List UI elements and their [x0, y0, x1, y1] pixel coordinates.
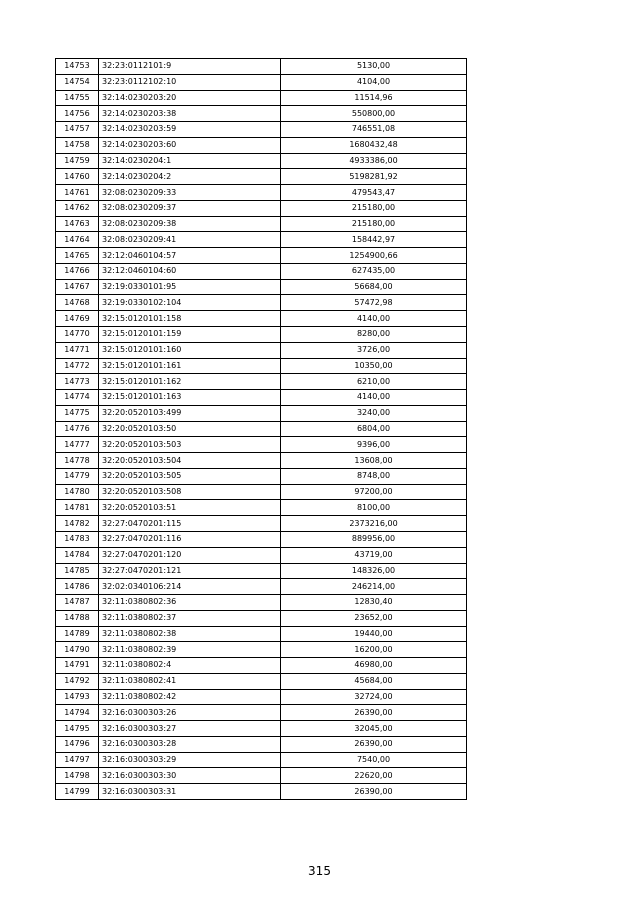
cadastral-number-cell: 32:14:0230204:1	[99, 153, 281, 169]
row-number-cell: 14790	[56, 642, 99, 658]
table-row	[56, 784, 467, 800]
row-number-cell: 14754	[56, 74, 99, 90]
value-cell: 8100,00	[281, 500, 467, 516]
value-cell: 12830,40	[281, 595, 467, 611]
value-cell: 215180,00	[281, 216, 467, 232]
table-row	[56, 705, 467, 721]
row-number-cell: 14785	[56, 563, 99, 579]
cadastral-number-cell: 32:19:0330101:95	[99, 279, 281, 295]
table-row	[56, 248, 467, 264]
row-number-cell: 14791	[56, 658, 99, 674]
value-cell: 215180,00	[281, 200, 467, 216]
value-cell: 19440,00	[281, 626, 467, 642]
value-cell: 889956,00	[281, 531, 467, 547]
value-cell: 3726,00	[281, 342, 467, 358]
cadastral-number-cell: 32:14:0230203:38	[99, 106, 281, 122]
cadastral-number-cell: 32:11:0380802:4	[99, 658, 281, 674]
value-cell: 16200,00	[281, 642, 467, 658]
table-row	[56, 673, 467, 689]
row-number-cell: 14793	[56, 689, 99, 705]
value-cell: 6210,00	[281, 374, 467, 390]
row-number-cell: 14778	[56, 453, 99, 469]
cadastral-number-cell: 32:16:0300303:29	[99, 752, 281, 768]
row-number-cell: 14759	[56, 153, 99, 169]
value-cell: 5198281,92	[281, 169, 467, 185]
row-number-cell: 14770	[56, 327, 99, 343]
row-number-cell: 14763	[56, 216, 99, 232]
table-row	[56, 374, 467, 390]
value-cell: 26390,00	[281, 705, 467, 721]
row-number-cell: 14756	[56, 106, 99, 122]
row-number-cell: 14760	[56, 169, 99, 185]
row-number-cell: 14787	[56, 595, 99, 611]
row-number-cell: 14795	[56, 721, 99, 737]
row-number-cell: 14777	[56, 437, 99, 453]
cadastral-number-cell: 32:16:0300303:28	[99, 736, 281, 752]
table-row	[56, 531, 467, 547]
table-row	[56, 689, 467, 705]
row-number-cell: 14798	[56, 768, 99, 784]
value-cell: 627435,00	[281, 263, 467, 279]
cadastral-number-cell: 32:08:0230209:33	[99, 185, 281, 201]
cadastral-number-cell: 32:11:0380802:41	[99, 673, 281, 689]
table-row	[56, 579, 467, 595]
table-row	[56, 200, 467, 216]
cadastral-number-cell: 32:15:0120101:161	[99, 358, 281, 374]
row-number-cell: 14762	[56, 200, 99, 216]
cadastral-number-cell: 32:11:0380802:39	[99, 642, 281, 658]
row-number-cell: 14781	[56, 500, 99, 516]
value-cell: 2373216,00	[281, 516, 467, 532]
cadastral-number-cell: 32:20:0520103:499	[99, 405, 281, 421]
table-row	[56, 232, 467, 248]
table-row	[56, 405, 467, 421]
cadastral-number-cell: 32:20:0520103:504	[99, 453, 281, 469]
row-number-cell: 14796	[56, 736, 99, 752]
value-cell: 57472,98	[281, 295, 467, 311]
table-row	[56, 263, 467, 279]
table-row	[56, 358, 467, 374]
cadastral-number-cell: 32:20:0520103:50	[99, 421, 281, 437]
row-number-cell: 14758	[56, 137, 99, 153]
cadastral-number-cell: 32:11:0380802:38	[99, 626, 281, 642]
row-number-cell: 14797	[56, 752, 99, 768]
value-cell: 1680432,48	[281, 137, 467, 153]
page-number: 315	[308, 864, 331, 878]
cadastral-number-cell: 32:11:0380802:36	[99, 595, 281, 611]
value-cell: 43719,00	[281, 547, 467, 563]
row-number-cell: 14767	[56, 279, 99, 295]
cadastral-number-cell: 32:20:0520103:505	[99, 468, 281, 484]
table-row	[56, 642, 467, 658]
cadastral-number-cell: 32:16:0300303:26	[99, 705, 281, 721]
table-row	[56, 90, 467, 106]
value-cell: 5130,00	[281, 59, 467, 75]
value-cell: 56684,00	[281, 279, 467, 295]
table-row	[56, 342, 467, 358]
value-cell: 9396,00	[281, 437, 467, 453]
table-row	[56, 453, 467, 469]
row-number-cell: 14771	[56, 342, 99, 358]
table-row	[56, 626, 467, 642]
value-cell: 4104,00	[281, 74, 467, 90]
cadastral-number-cell: 32:19:0330102:104	[99, 295, 281, 311]
cadastral-number-cell: 32:14:0230204:2	[99, 169, 281, 185]
cadastral-number-cell: 32:15:0120101:158	[99, 311, 281, 327]
table-row	[56, 106, 467, 122]
row-number-cell: 14776	[56, 421, 99, 437]
value-cell: 3240,00	[281, 405, 467, 421]
row-number-cell: 14773	[56, 374, 99, 390]
table-row	[56, 721, 467, 737]
table-row	[56, 500, 467, 516]
cadastral-number-cell: 32:14:0230203:60	[99, 137, 281, 153]
row-number-cell: 14789	[56, 626, 99, 642]
cadastral-number-cell: 32:23:0112102:10	[99, 74, 281, 90]
value-cell: 6804,00	[281, 421, 467, 437]
table-row	[56, 279, 467, 295]
row-number-cell: 14753	[56, 59, 99, 75]
value-cell: 97200,00	[281, 484, 467, 500]
row-number-cell: 14799	[56, 784, 99, 800]
cadastral-number-cell: 32:27:0470201:116	[99, 531, 281, 547]
value-cell: 746551,08	[281, 122, 467, 138]
table-row	[56, 185, 467, 201]
registry-table-body	[56, 59, 467, 800]
value-cell: 8748,00	[281, 468, 467, 484]
cadastral-number-cell: 32:08:0230209:41	[99, 232, 281, 248]
cadastral-number-cell: 32:20:0520103:51	[99, 500, 281, 516]
value-cell: 7540,00	[281, 752, 467, 768]
cadastral-number-cell: 32:16:0300303:31	[99, 784, 281, 800]
table-row	[56, 153, 467, 169]
value-cell: 246214,00	[281, 579, 467, 595]
table-row	[56, 74, 467, 90]
row-number-cell: 14766	[56, 263, 99, 279]
row-number-cell: 14780	[56, 484, 99, 500]
table-row	[56, 311, 467, 327]
cadastral-number-cell: 32:08:0230209:37	[99, 200, 281, 216]
value-cell: 26390,00	[281, 736, 467, 752]
cadastral-number-cell: 32:11:0380802:37	[99, 610, 281, 626]
value-cell: 26390,00	[281, 784, 467, 800]
cadastral-number-cell: 32:11:0380802:42	[99, 689, 281, 705]
value-cell: 45684,00	[281, 673, 467, 689]
table-row	[56, 421, 467, 437]
row-number-cell: 14794	[56, 705, 99, 721]
value-cell: 23652,00	[281, 610, 467, 626]
table-row	[56, 390, 467, 406]
value-cell: 10350,00	[281, 358, 467, 374]
table-row	[56, 295, 467, 311]
cadastral-number-cell: 32:14:0230203:59	[99, 122, 281, 138]
table-row	[56, 658, 467, 674]
cadastral-number-cell: 32:15:0120101:163	[99, 390, 281, 406]
table-row	[56, 563, 467, 579]
table-row	[56, 137, 467, 153]
cadastral-number-cell: 32:15:0120101:159	[99, 327, 281, 343]
value-cell: 8280,00	[281, 327, 467, 343]
value-cell: 32724,00	[281, 689, 467, 705]
row-number-cell: 14769	[56, 311, 99, 327]
row-number-cell: 14788	[56, 610, 99, 626]
table-row	[56, 484, 467, 500]
value-cell: 32045,00	[281, 721, 467, 737]
value-cell: 479543,47	[281, 185, 467, 201]
cadastral-number-cell: 32:20:0520103:508	[99, 484, 281, 500]
row-number-cell: 14792	[56, 673, 99, 689]
value-cell: 11514,96	[281, 90, 467, 106]
row-number-cell: 14757	[56, 122, 99, 138]
cadastral-number-cell: 32:08:0230209:38	[99, 216, 281, 232]
cadastral-number-cell: 32:15:0120101:162	[99, 374, 281, 390]
cadastral-number-cell: 32:12:0460104:60	[99, 263, 281, 279]
table-row	[56, 736, 467, 752]
value-cell: 158442,97	[281, 232, 467, 248]
table-row	[56, 169, 467, 185]
row-number-cell: 14786	[56, 579, 99, 595]
cadastral-number-cell: 32:14:0230203:20	[99, 90, 281, 106]
value-cell: 46980,00	[281, 658, 467, 674]
row-number-cell: 14768	[56, 295, 99, 311]
row-number-cell: 14779	[56, 468, 99, 484]
value-cell: 13608,00	[281, 453, 467, 469]
row-number-cell: 14772	[56, 358, 99, 374]
table-row	[56, 752, 467, 768]
row-number-cell: 14782	[56, 516, 99, 532]
cadastral-number-cell: 32:15:0120101:160	[99, 342, 281, 358]
cadastral-number-cell: 32:16:0300303:30	[99, 768, 281, 784]
cadastral-number-cell: 32:27:0470201:115	[99, 516, 281, 532]
table-row	[56, 327, 467, 343]
value-cell: 550800,00	[281, 106, 467, 122]
table-row	[56, 595, 467, 611]
table-row	[56, 437, 467, 453]
value-cell: 4140,00	[281, 311, 467, 327]
table-row	[56, 122, 467, 138]
cadastral-number-cell: 32:16:0300303:27	[99, 721, 281, 737]
registry-table	[55, 58, 467, 800]
cadastral-number-cell: 32:27:0470201:120	[99, 547, 281, 563]
row-number-cell: 14761	[56, 185, 99, 201]
value-cell: 22620,00	[281, 768, 467, 784]
table-row	[56, 610, 467, 626]
table-row	[56, 216, 467, 232]
value-cell: 1254900,66	[281, 248, 467, 264]
cadastral-number-cell: 32:23:0112101:9	[99, 59, 281, 75]
table-row	[56, 468, 467, 484]
value-cell: 148326,00	[281, 563, 467, 579]
table-row	[56, 516, 467, 532]
row-number-cell: 14783	[56, 531, 99, 547]
table-row	[56, 768, 467, 784]
cadastral-number-cell: 32:12:0460104:57	[99, 248, 281, 264]
row-number-cell: 14775	[56, 405, 99, 421]
row-number-cell: 14765	[56, 248, 99, 264]
value-cell: 4140,00	[281, 390, 467, 406]
row-number-cell: 14774	[56, 390, 99, 406]
row-number-cell: 14784	[56, 547, 99, 563]
table-row	[56, 59, 467, 75]
cadastral-number-cell: 32:02:0340106:214	[99, 579, 281, 595]
row-number-cell: 14764	[56, 232, 99, 248]
row-number-cell: 14755	[56, 90, 99, 106]
table-row	[56, 547, 467, 563]
cadastral-number-cell: 32:20:0520103:503	[99, 437, 281, 453]
cadastral-number-cell: 32:27:0470201:121	[99, 563, 281, 579]
value-cell: 4933386,00	[281, 153, 467, 169]
